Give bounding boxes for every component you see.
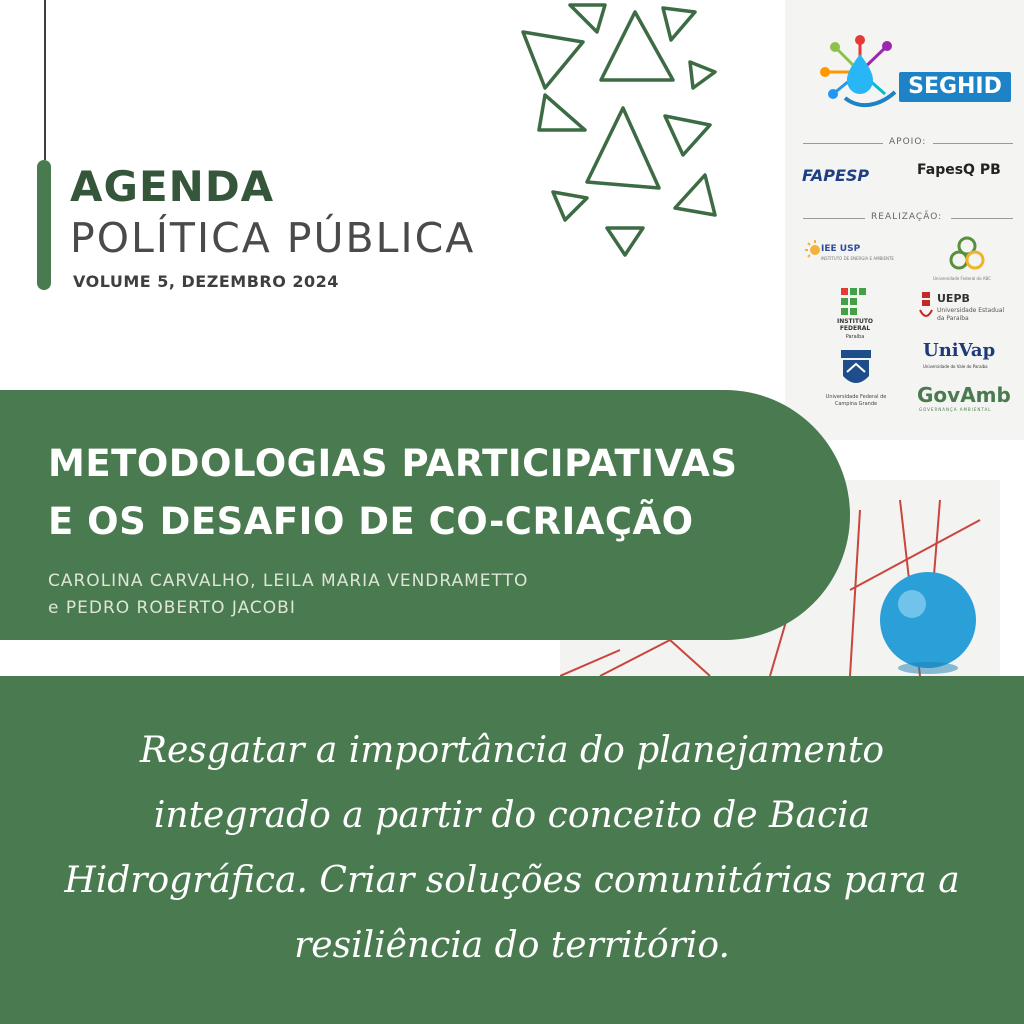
quote-line4: resiliência do território. — [294, 925, 730, 966]
logo-panel — [785, 0, 1024, 440]
if-icon — [841, 288, 867, 316]
triangle-pattern — [515, 0, 735, 270]
authors-line2: e PEDRO ROBERTO JACOBI — [48, 598, 296, 618]
uepb-sub: Universidade Estadual da Paraíba — [937, 307, 1005, 322]
divider — [933, 143, 1013, 144]
volume-date: VOLUME 5, DEZEMBRO 2024 — [73, 272, 339, 291]
fapesp-logo: FAPESP — [802, 166, 870, 185]
seghid-logo-icon — [815, 32, 905, 112]
quote-text — [30, 718, 994, 978]
iee-usp-name: IEE USP — [821, 244, 861, 254]
divider — [951, 218, 1013, 219]
article-title-line1: METODOLOGIAS PARTICIPATIVAS — [48, 442, 738, 485]
seghid-label: SEGHID — [899, 72, 1011, 102]
govamb-sub: GOVERNANÇA AMBIENTAL — [919, 407, 992, 412]
quote-line1: Resgatar a importância do planejamento — [139, 730, 885, 771]
govamb-name: GovAmb — [917, 383, 1011, 407]
univap-name: UniVap — [923, 340, 996, 361]
quote-line3: Hidrográfica. Criar soluções comunitárias para a — [64, 860, 960, 901]
vertical-line — [44, 0, 46, 160]
ufcg-sub: Universidade Federal de Campina Grande — [825, 394, 887, 407]
politica-publica-title: POLÍTICA PÚBLICA — [70, 214, 476, 262]
iee-usp-sub: INSTITUTO DE ENERGIA E AMBIENTE — [821, 256, 894, 261]
ifpb-sub: Paraíba — [845, 334, 865, 340]
ufabc-icon — [945, 236, 989, 272]
ifpb-name: INSTITUTO FEDERAL — [836, 318, 874, 332]
uepb-name: UEPB — [937, 292, 970, 305]
article-title-line2: E OS DESAFIO DE CO-CRIAÇÃO — [48, 500, 694, 543]
apoio-label: APOIO: — [885, 137, 930, 147]
fapesq-logo: FapesQ PB — [917, 162, 1001, 178]
uepb-icon — [919, 292, 933, 322]
ufcg-shield-icon — [841, 350, 871, 390]
quote-line2: integrado a partir do conceito de Bacia — [153, 795, 871, 836]
accent-bar — [37, 160, 51, 290]
ufabc-sub: Universidade Federal do ABC — [933, 276, 991, 281]
divider — [803, 143, 883, 144]
realizacao-label: REALIZAÇÃO: — [867, 212, 946, 222]
authors-line1: CAROLINA CARVALHO, LEILA MARIA VENDRAMETTO — [48, 571, 529, 591]
agenda-title: AGENDA — [70, 162, 275, 211]
univap-sub: Universidade do Vale do Paraíba — [923, 364, 988, 369]
divider — [803, 218, 865, 219]
